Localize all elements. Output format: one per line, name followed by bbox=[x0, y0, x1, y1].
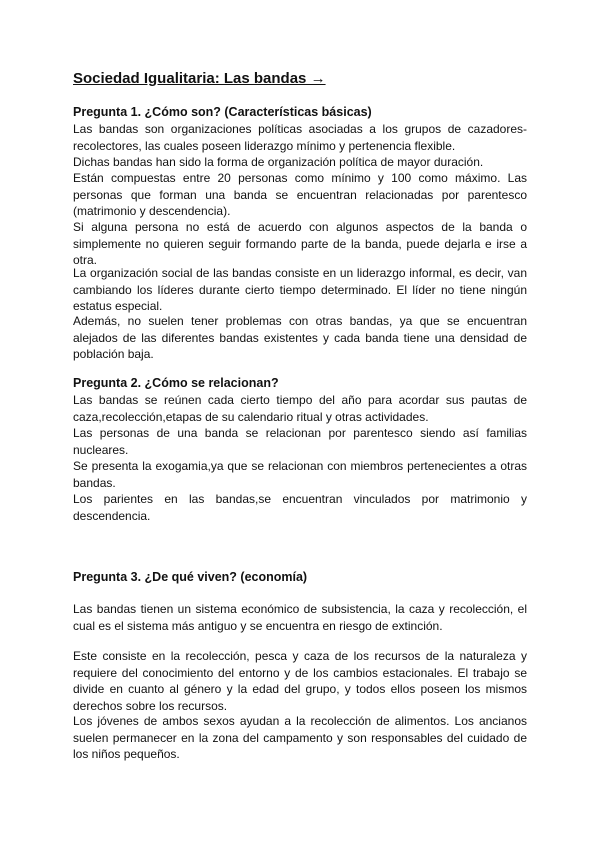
section-2-heading: Pregunta 2. ¿Cómo se relacionan? bbox=[73, 376, 279, 390]
section-1-paragraph: Están compuestas entre 20 personas como mínimo y 100 como máximo. Las personas que forman una banda se encuentran relacionadas por parentesco (matrimonio y descendencia). bbox=[73, 171, 527, 218]
section-2-paragraph: Se presenta la exogamia,ya que se relacionan con miembros pertenecientes a otras bandas. bbox=[73, 459, 527, 490]
section-3-heading: Pregunta 3. ¿De qué viven? (economía) bbox=[73, 570, 308, 584]
section-2-paragraph: Las personas de una banda se relacionan por parentesco siendo así familias nucleares. bbox=[73, 426, 527, 457]
section-3-paragraph: Las bandas tienen un sistema económico de subsistencia, la caza y recolección, el cual es el sistema más antiguo y se encuentra en riesgo de extinción. bbox=[73, 602, 527, 633]
section-1-heading: Pregunta 1. ¿Cómo son? (Características básicas) bbox=[73, 105, 372, 119]
section-1-paragraph: La organización social de las bandas consiste en un liderazgo informal, es decir, van cambiando los líderes durante cierto tiempo determinado. El líder no tiene ningún estatus especial. bbox=[73, 266, 527, 313]
section-2-paragraph: Las bandas se reúnen cada cierto tiempo del año para acordar sus pautas de caza,recolección,etapas de su calendario ritual y otras actividades. bbox=[73, 393, 527, 424]
section-3-paragraph: Este consiste en la recolección, pesca y caza de los recursos de la naturaleza y requiere del conocimiento del entorno y de los cambios estacionales. El trabajo se divide en cuanto al género y la edad del grupo, y todos ellos poseen los mismos derechos sobre los recursos. bbox=[73, 649, 527, 713]
section-2-paragraph: Los parientes en las bandas,se encuentran vinculados por matrimonio y descendencia. bbox=[73, 492, 527, 523]
section-1-paragraph: Si alguna persona no está de acuerdo con algunos aspectos de la banda o simplemente no quieren seguir formando parte de la banda, puede dejarla e irse a otra. bbox=[73, 220, 527, 267]
section-1-paragraph: Dichas bandas han sido la forma de organización política de mayor duración. bbox=[73, 155, 484, 169]
section-1-paragraph: Además, no suelen tener problemas con otras bandas, ya que se encuentran alejados de las diferentes bandas existentes y cada banda tiene una densidad de población baja. bbox=[73, 314, 527, 361]
section-1-paragraph: Las bandas son organizaciones políticas asociadas a los grupos de cazadores-recolectores, las cuales poseen liderazgo mínimo y pertenencia flexible. bbox=[73, 122, 527, 153]
document-title: Sociedad Igualitaria: Las bandas → bbox=[73, 70, 326, 87]
section-3-paragraph: Los jóvenes de ambos sexos ayudan a la recolección de alimentos. Los ancianos suelen permanecer en la zona del campamento y son responsables del cuidado de los niños pequeños. bbox=[73, 714, 527, 761]
